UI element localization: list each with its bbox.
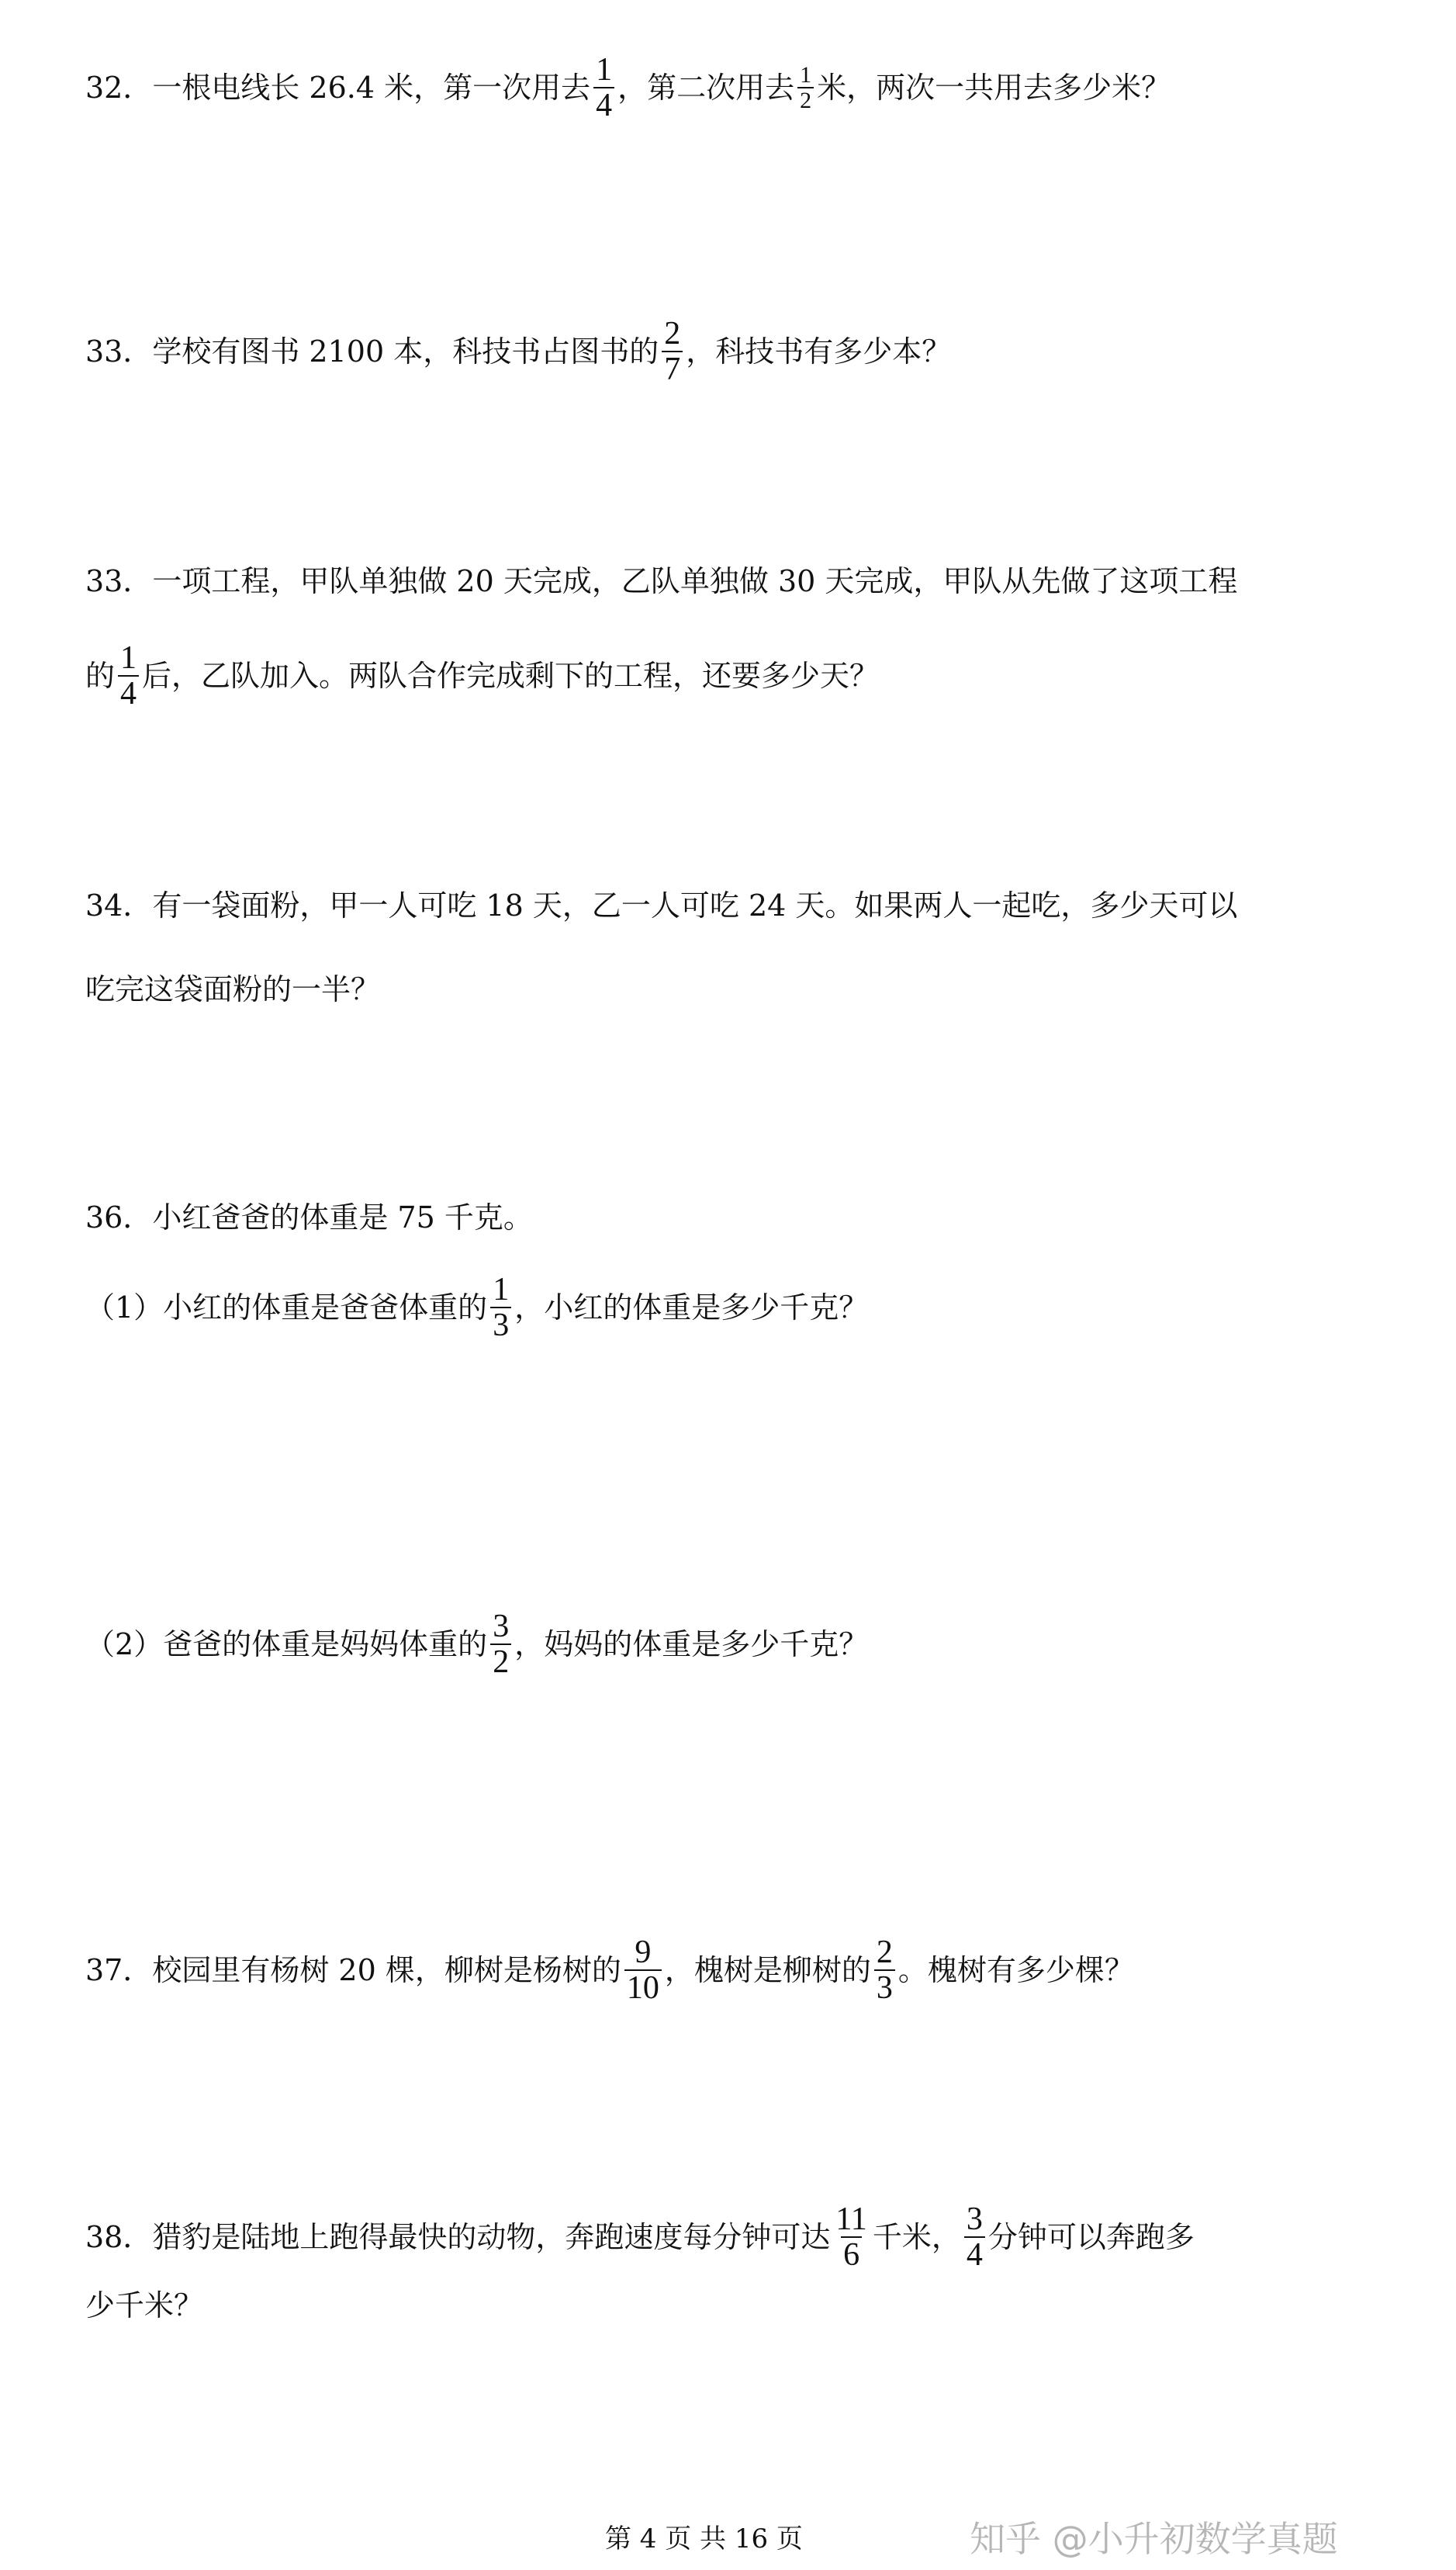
numerator: 11 — [835, 2201, 867, 2237]
q36-p1-text-1: （1）小红的体重是爸爸体重的 — [85, 1290, 488, 1325]
q38-text-line-2: 少千米？ — [85, 2288, 204, 2322]
q38-text-3: 分钟可以奔跑多 — [987, 2220, 1195, 2255]
numerator: 1 — [120, 640, 137, 676]
question-33b-line-2 — [85, 641, 879, 711]
q32-fraction-1 — [593, 53, 614, 123]
question-33b-line-1 — [85, 566, 1237, 596]
question-36-part-2 — [85, 1609, 868, 1679]
denominator: 4 — [593, 87, 614, 123]
question-38-line-1 — [85, 2202, 1195, 2272]
q36-p2-text-1: （2）爸爸的体重是妈妈体重的 — [85, 1627, 488, 1662]
q32-fraction-2 — [797, 63, 814, 113]
q36-p2-fraction — [490, 1609, 511, 1679]
q37-text-1: 37．校园里有杨树 20 棵，柳树是杨树的 — [85, 1953, 621, 1988]
denominator: 10 — [624, 1969, 662, 2005]
question-38-line-2 — [85, 2288, 204, 2322]
q38-fraction-1 — [833, 2202, 869, 2272]
q32-text-1: 32．一根电线长 26.4 米，第一次用去 — [85, 71, 591, 106]
numerator: 3 — [966, 2201, 983, 2237]
q32-text-3: 米，两次一共用去多少米？ — [817, 71, 1171, 106]
q33a-text-1: 33．学校有图书 2100 本，科技书占图书的 — [85, 334, 659, 369]
q38-text-2: 千米， — [872, 2220, 961, 2255]
question-37 — [85, 1935, 1134, 2005]
denominator: 2 — [797, 87, 814, 113]
question-34-line-1 — [85, 888, 1238, 923]
numerator: 9 — [635, 1934, 652, 1970]
q33a-text-2: ，科技书有多少本？ — [686, 334, 952, 369]
denominator: 2 — [490, 1643, 511, 1679]
q34-text-line-1: 34．有一袋面粉，甲一人可吃 18 天，乙一人可吃 24 天。如果两人一起吃，多少天可以 — [85, 888, 1238, 923]
q33b-text-1: 的 — [85, 659, 116, 694]
q33b-fraction — [118, 641, 139, 711]
q33b-text-2: 后，乙队加入。两队合作完成剩下的工程，还要多少天？ — [142, 659, 880, 694]
q34-text-line-2: 吃完这袋面粉的一半？ — [85, 972, 381, 1006]
question-33a — [85, 317, 951, 386]
denominator: 3 — [490, 1307, 511, 1342]
numerator: 1 — [493, 1272, 510, 1308]
numerator: 1 — [800, 61, 812, 88]
denominator: 4 — [964, 2236, 985, 2272]
denominator: 3 — [874, 1969, 895, 2005]
q37-fraction-1 — [624, 1935, 662, 2005]
q33a-fraction — [662, 317, 683, 386]
question-36-part-1 — [85, 1273, 868, 1342]
watermark: 知乎 @小升初数学真题 — [970, 2518, 1338, 2560]
numerator: 2 — [876, 1934, 893, 1970]
q37-text-2: ，槐树是柳树的 — [664, 1953, 871, 1988]
q36-p1-fraction — [490, 1273, 511, 1342]
numerator: 1 — [596, 52, 613, 88]
q38-text-1: 38．猎豹是陆地上跑得最快的动物，奔跑速度每分钟可达 — [85, 2220, 831, 2255]
question-36-line-1 — [85, 1200, 533, 1235]
numerator: 2 — [664, 316, 681, 352]
q36-text-line-1: 36．小红爸爸的体重是 75 千克。 — [85, 1200, 533, 1235]
q37-fraction-2 — [874, 1935, 895, 2005]
denominator: 6 — [841, 2236, 862, 2272]
denominator: 7 — [662, 351, 683, 386]
q38-fraction-2 — [964, 2202, 985, 2272]
q36-p1-text-2: ，小红的体重是多少千克？ — [514, 1290, 869, 1325]
page-footer: 第 4 页 共 16 页 — [605, 2523, 803, 2554]
q32-text-2: ，第二次用去 — [617, 71, 795, 106]
q33b-text-line-1: 33．一项工程，甲队单独做 20 天完成，乙队单独做 30 天完成，甲队从先做了这项工程 — [85, 564, 1238, 598]
q36-p2-text-2: ，妈妈的体重是多少千克？ — [514, 1627, 869, 1662]
q37-text-3: 。槐树有多少棵？ — [897, 1953, 1134, 1988]
denominator: 4 — [118, 675, 139, 711]
question-34-line-2 — [85, 972, 381, 1006]
question-32 — [85, 53, 1171, 123]
numerator: 3 — [493, 1609, 510, 1644]
